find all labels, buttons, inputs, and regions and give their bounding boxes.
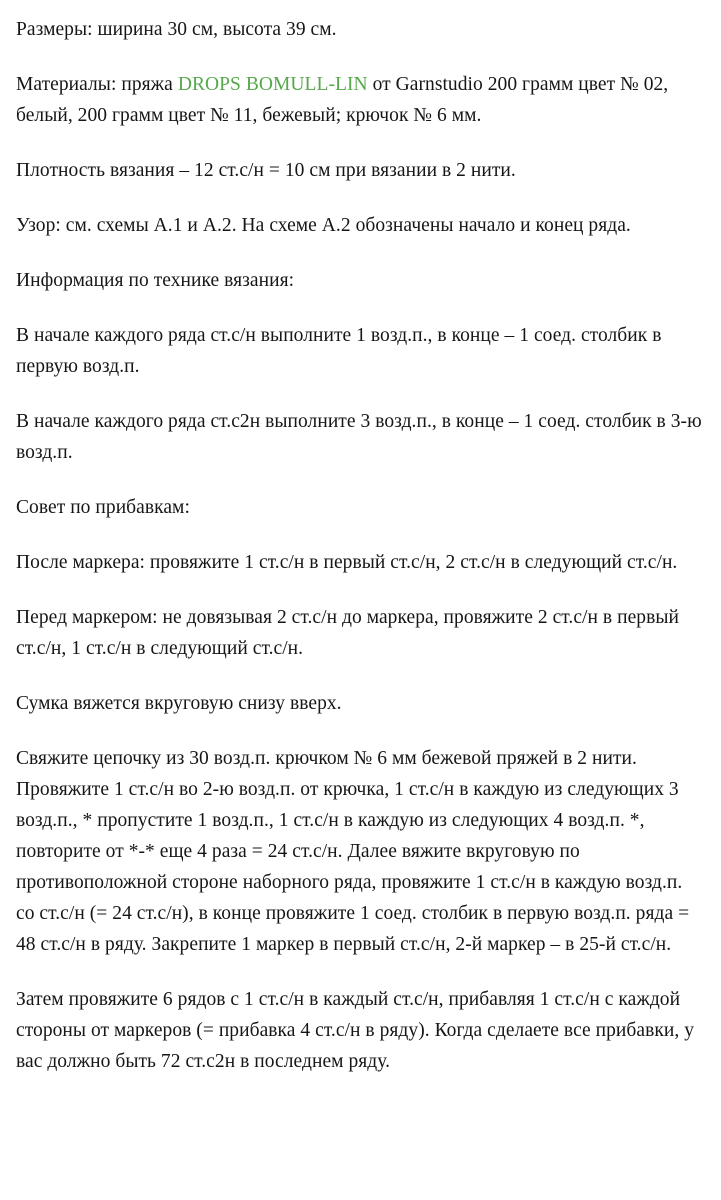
paragraph-bag-direction: Сумка вяжется вкруговую снизу вверх. — [16, 693, 342, 714]
paragraph-materials — [16, 69, 703, 131]
paragraph-pattern: Узор: см. схемы А.1 и А.2. На схеме А.2 обозначены начало и конец ряда. — [16, 215, 631, 236]
paragraph-technique-1: В начале каждого ряда ст.с/н выполните 1 возд.п., в конце – 1 соед. столбик в первую возд.п. — [16, 325, 662, 377]
drops-bomull-lin-link[interactable]: DROPS BOMULL-LIN — [177, 74, 368, 95]
paragraph-gauge: Плотность вязания – 12 ст.с/н = 10 см при вязании в 2 нити. — [16, 160, 516, 181]
paragraph-increase-after-marker: После маркера: провяжите 1 ст.с/н в первый ст.с/н, 2 ст.с/н в следующий ст.с/н. — [16, 552, 678, 573]
materials-text-before: Материалы: пряжа — [16, 74, 178, 95]
paragraph-dimensions: Размеры: ширина 30 см, высота 39 см. — [16, 19, 337, 40]
paragraph-technique-heading: Информация по технике вязания: — [16, 270, 295, 291]
materials-text-after: от Garnstudio 200 грамм цвет № 02, белый, 200 грамм цвет № 11, бежевый; крючок № 6 мм. — [16, 74, 669, 126]
paragraph-technique-2: В начале каждого ряда ст.с2н выполните 3 возд.п., в конце – 1 соед. столбик в 3-ю возд.п. — [16, 411, 702, 463]
paragraph-increase-heading: Совет по прибавкам: — [16, 497, 190, 518]
paragraph-instructions-2: Затем провяжите 6 рядов с 1 ст.с/н в каждый ст.с/н, прибавляя 1 ст.с/н с каждой стороны от маркеров (= прибавка 4 ст.с/н в ряду). Когда сделаете все прибавки, у вас должно быть 72 ст.с2н в последнем ряду. — [16, 989, 695, 1072]
paragraph-increase-before-marker: Перед маркером: не довязывая 2 ст.с/н до маркера, провяжите 2 ст.с/н в первый ст.с/н, 1 ст.с/н в следующий ст.с/н. — [16, 607, 679, 659]
paragraph-instructions-1: Свяжите цепочку из 30 возд.п. крючком № 6 мм бежевой пряжей в 2 нити. Провяжите 1 ст.с/н во 2-ю возд.п. от крючка, 1 ст.с/н в каждую из следующих 3 возд.п., * пропустите 1 возд.п., 1 ст.с/н в каждую из следующих 4 возд.п. *, повторите от *-* еще 4 раза = 24 ст.с/н. Далее вяжите вкруговую по противоположной стороне наборного ряда, провяжите 1 ст.с/н в каждую возд.п. со ст.с/н (= 24 ст.с/н), в конце провяжите 1 соед. столбик в первую возд.п. ряда = 48 ст.с/н в ряду. Закрепите 1 маркер в первый ст.с/н, 2-й маркер – в 25-й ст.с/н. — [16, 748, 690, 955]
